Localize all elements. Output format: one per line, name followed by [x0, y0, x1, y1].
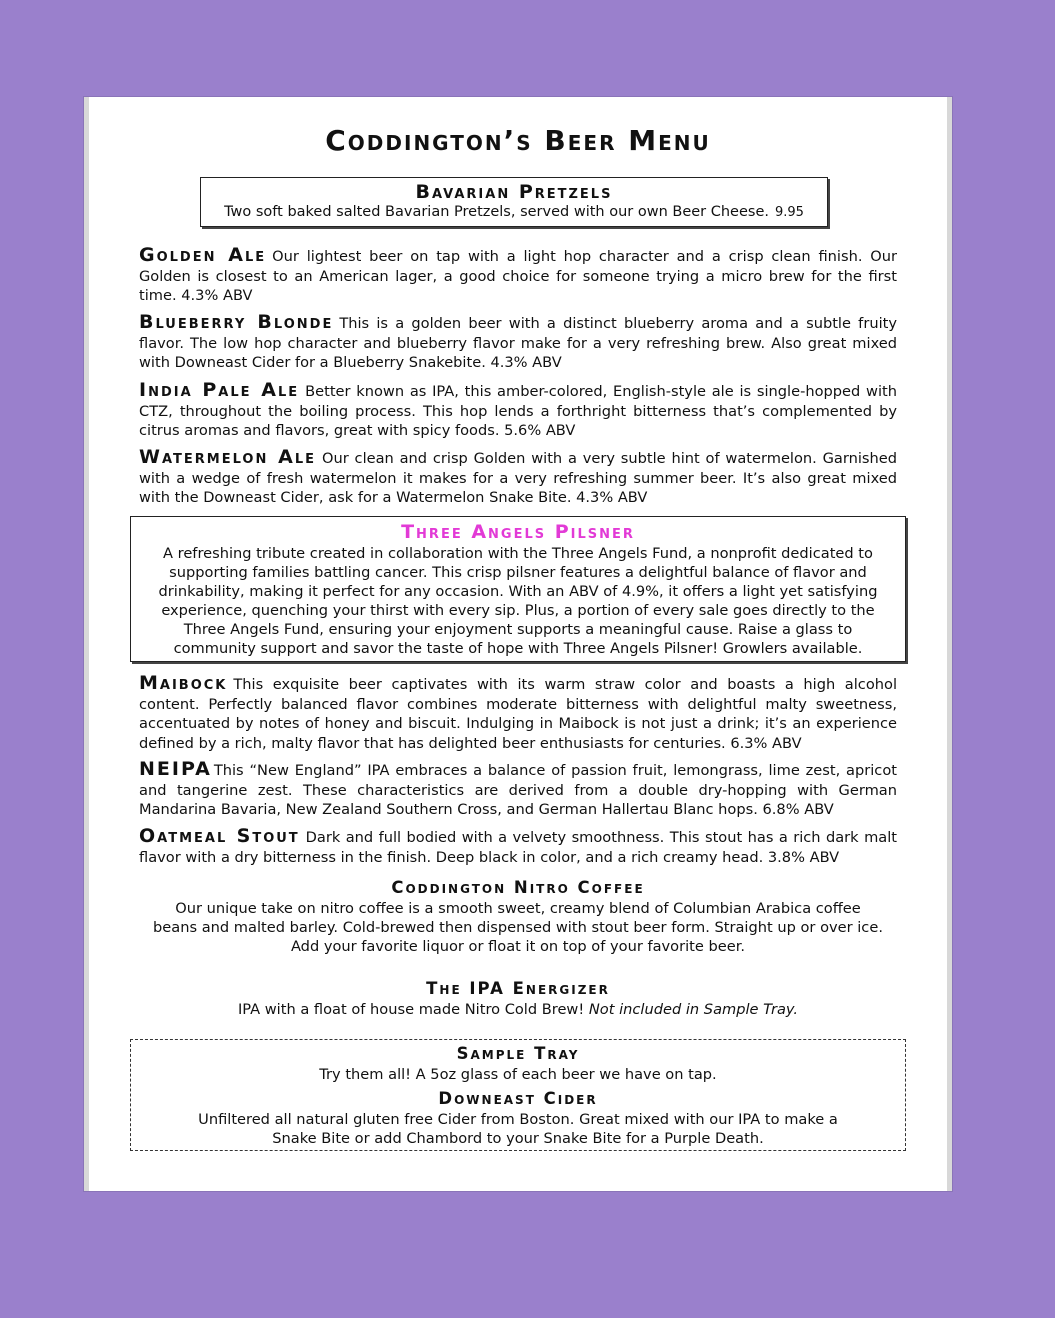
cider-line: Unfiltered all natural gluten free Cider from Boston. Great mixed with our IPA to make a [198, 1111, 838, 1128]
menu-item-description: This is a golden beer with a distinct blueberry aroma and a subtle fruity flavor. The low hop character and blueberry flavor make for a very refreshing brew. Also great mixed with Downeast Cider for a Blueberry Snakebite. 4.3% ABV [139, 315, 897, 371]
pretzels-box [200, 177, 828, 227]
energizer-line [139, 1000, 897, 1019]
menu-item-name: Maibock [139, 672, 228, 694]
menu-item-description: Our clean and crisp Golden with a very subtle hint of watermelon. Garnished with a wedge of fresh watermelon it makes for a very refreshing summer beer. It’s also great mixed with the Downeast Cider, ask for a Watermelon Snake Bite. 4.3% ABV [139, 450, 897, 506]
energizer-section [139, 978, 897, 1019]
menu-item-name: Blueberry Blonde [139, 311, 334, 333]
sample-cider-box [130, 1039, 906, 1151]
menu-item-description: Our lightest beer on tap with a light hop character and a crisp clean finish. Our Golden is closest to an American lager, a good choice for someone trying a micro brew for the first time. 4.3% ABV [139, 248, 898, 304]
pretzels-price: 9.95 [774, 205, 804, 220]
menu-item-watermelon-ale [139, 448, 897, 508]
featured-description: A refreshing tribute created in collaboration with the Three Angels Fund, a nonprofit dedicated to supporting families battling cancer. This crisp pilsner features a delightful balance of flavor and drinkability, making it perfect for any occasion. With an ABV of 4.9%, it offers a light yet satisfying experience, quenching your thirst with every sip. Plus, a portion of every sale goes directly to the Three Angels Fund, ensuring your enjoyment supports a meaningful cause. Raise a glass to community support and savor the taste of hope with Three Angels Pilsner! Growlers available. [158, 545, 878, 657]
page-shadow-right [947, 97, 952, 1191]
menu-item-neipa [139, 760, 897, 820]
pretzels-description: Two soft baked salted Bavarian Pretzels, served with our own Beer Cheese. [224, 204, 769, 220]
menu-item-description: This exquisite beer captivates with its warm straw color and boasts a high alcohol content. Perfectly balanced flavor combines moderate bitterness with delightful malty sweetness, accentuated by notes of honey and biscuit. Indulging in Maibock is not just a drink; it’s an experience defined by a rich, malty flavor that has delighted beer enthusiasts for centuries. 6.3% ABV [139, 676, 897, 752]
menu-item-description: This “New England” IPA embraces a balance of passion fruit, lemongrass, lime zest, apricot and tangerine zest. These characteristics are derived from a double dry-hopping with German Mandarina Bavaria, New Zealand Southern Cross, and German Hallertau Blanc hops. 6.8% ABV [139, 762, 897, 818]
energizer-note: Not included in Sample Tray. [588, 1001, 799, 1018]
pretzels-name: Bavarian Pretzels [415, 181, 613, 203]
featured-box [130, 516, 906, 662]
menu-item-name: NEIPA [139, 758, 212, 780]
sample-tray-name: Sample Tray [456, 1044, 580, 1063]
menu-item-golden-ale [139, 246, 897, 306]
nitro-coffee-name: Coddington Nitro Coffee [391, 878, 645, 897]
energizer-name: The IPA Energizer [426, 979, 610, 998]
nitro-coffee-section [139, 877, 897, 956]
menu-item-name: Oatmeal Stout [139, 825, 300, 847]
menu-item-maibock [139, 674, 897, 753]
nitro-coffee-line: Add your favorite liquor or float it on top of your favorite beer. [290, 938, 746, 955]
sample-tray-description: Try them all! A 5oz glass of each beer we have on tap. [319, 1066, 717, 1083]
cider-name: Downeast Cider [438, 1089, 598, 1108]
menu-item-name: Watermelon Ale [139, 446, 316, 468]
nitro-coffee-line: Our unique take on nitro coffee is a smooth sweet, creamy blend of Columbian Arabica coffee [175, 900, 861, 917]
page-shadow-left [84, 97, 89, 1191]
cider-line: Snake Bite or add Chambord to your Snake Bite for a Purple Death. [272, 1130, 764, 1147]
pretzels-description-line [201, 204, 827, 220]
energizer-description: IPA with a float of house made Nitro Cold Brew! [237, 1001, 585, 1018]
menu-item-name: India Pale Ale [139, 379, 300, 401]
menu-item-blueberry-blonde [139, 313, 897, 373]
menu-item-name: Golden Ale [139, 244, 267, 266]
nitro-coffee-line: beans and malted barley. Cold-brewed then dispensed with stout beer form. Straight up or over ice. [153, 919, 883, 936]
menu-item-oatmeal-stout [139, 827, 897, 867]
menu-title: Coddington’s Beer Menu [325, 124, 711, 157]
menu-item-india-pale-ale [139, 381, 897, 441]
menu-item-description: Better known as IPA, this amber-colored, English-style ale is single-hopped with CTZ, throughout the boiling process. This hop lends a forthright bitterness that’s complemented by citrus aromas and flavors, great with spicy foods. 5.6% ABV [139, 383, 897, 439]
featured-name: Three Angels Pilsner [401, 521, 635, 543]
menu-item-description: Dark and full bodied with a velvety smoothness. This stout has a rich dark malt flavor with a dry bitterness in the finish. Deep black in color, and a rich creamy head. 3.8% ABV [139, 829, 897, 866]
